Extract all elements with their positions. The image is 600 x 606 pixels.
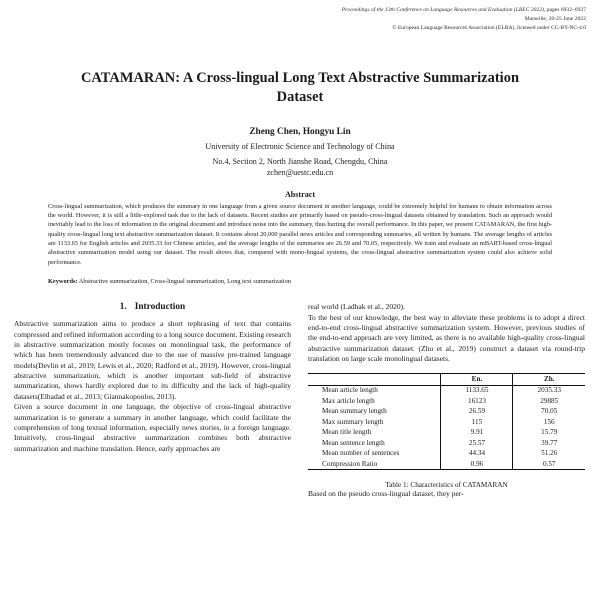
- section-title: Introduction: [134, 302, 186, 313]
- table-cell-label: Mean sentence length: [322, 438, 385, 447]
- table-cell-en: 1133.65: [441, 385, 513, 396]
- keywords-line: [48, 277, 552, 286]
- keywords-label: Keywords:: [48, 277, 78, 285]
- table-cell-zh: 70.05: [513, 407, 585, 417]
- table-cell-en: 16123: [441, 396, 513, 406]
- left-column: [14, 302, 291, 570]
- table-row: [308, 459, 585, 470]
- running-header-line-1: [14, 6, 586, 15]
- right-paragraph-3: Based on the pseudo cross-lingual dataset, they per-: [308, 489, 464, 499]
- table-cell-label: Mean summary length: [322, 407, 387, 416]
- paper-page: [0, 6, 600, 606]
- characteristics-table: [308, 373, 585, 470]
- author-list: Zheng Chen, Hongyu Lin: [249, 127, 351, 138]
- abstract-section: [48, 190, 552, 286]
- table-cell-label: Max summary length: [322, 417, 384, 426]
- table-row: [308, 417, 585, 427]
- abstract-heading: Abstract: [284, 189, 316, 199]
- table-row: [308, 396, 585, 406]
- table-col-header-zh: Zh.: [513, 374, 585, 385]
- left-paragraph-2: Given a source document in one language, the objective of cross-lingual abstractive summarization is to generate a summary in another language, which could facilitate the comprehension of long textual information, especially news stories, in a foreign language. Intuitively, cross-lingual abstractive summarization combines both abstractive summarization and machine translation. Hence, early approaches are: [14, 402, 291, 453]
- abstract-text: Cross-lingual summarization, which produces the summary in one language from a given source document in another language, could be extremely helpful for humans to obtain information across the world. However, it is still a little-explored task due to the lack of datasets. Recent studies are primarily based on pseudo-cross-lingual datasets obtained by translation. Such an approach would inevitably lead to the loss of information in the original document and introduce noise into the summary, thus hurting the overall performance. In this paper, we present CATAMARAN, the first high-quality cross-lingual long text abstractive summarization dataset. It contains about 20,000 parallel news articles and corresponding summaries, all written by humans. The average lengths of articles are 1133.65 for English articles and 2035.33 for Chinese articles, and the average lengths of the summaries are 26.59 and 70.05, respectively. We train and evaluate an mBART-based cross-lingual abstractive summarization model using our dataset. The result shows that, compared with mono-lingual systems, the cross-lingual abstractive summarization system could also achieve solid performance.: [48, 202, 552, 266]
- proceedings-pages: , pages 6932–6937: [543, 7, 586, 13]
- table-cell-zh: 156: [513, 417, 585, 427]
- table-header-row: [308, 374, 585, 385]
- table-col-header-en: En.: [441, 374, 513, 385]
- running-header: [14, 6, 586, 33]
- running-header-line-2: Marseille, 20-25 June 2022: [524, 16, 586, 23]
- title-block: [0, 69, 600, 179]
- left-paragraph-1: Abstractive summarization aims to produce a short rephrasing of text that contains compressed and refined information according to a long source document. Existing research in abstractive summarization mostly focuses on monolingual task, the performance of which has been tremendously advanced due to the use of massive pre-trained language models(Devlin et al., 2019; Lewis et al., 2020; Radford et al., 2019). However, cross-lingual abstractive summarization, which is another important sub-field of abstractive summarization, shows hardly explored due to its difficulty and the lack of high-quality datasets(Elhadad et al., 2013; Giannakopoulos, 2013).: [14, 319, 291, 401]
- section-number: 1.: [119, 302, 127, 313]
- table-row: [308, 438, 585, 448]
- table-body: [308, 385, 585, 470]
- proceedings-title: Proceedings of the 13th Conference on Language Resources and Evaluation (LREC 2022): [341, 7, 544, 13]
- contact-email: zchen@uestc.edu.cn: [266, 168, 334, 178]
- table-cell-en: 115: [441, 417, 513, 427]
- table-row: [308, 385, 585, 396]
- body-columns: [14, 302, 586, 570]
- table-cell-zh: 2035.33: [513, 385, 585, 396]
- table-caption: Table 1: Characteristics of CATAMARAN: [385, 481, 508, 490]
- table-cell-en: 9.91: [441, 428, 513, 438]
- table-cell-label: Mean title length: [322, 428, 372, 437]
- keywords-value: Abstractive summarization, Cross-lingual summarization, Long text summarization: [77, 277, 291, 285]
- table-cell-en: 25.57: [441, 438, 513, 448]
- table-cell-en: 44.34: [441, 449, 513, 459]
- table-row: [308, 428, 585, 438]
- right-paragraph-2: To the best of our knowledge, the best way to alleviate these problems is to adopt a direct end-to-end cross-lingual abstractive summarization system. However, previous studies of the end-to-end approach are very limited, as there is no available high-quality cross-lingual abstractive summarization dataset. (Zhu et al., 2019) construct a dataset via round-trip translation on large scale monolingual datasets.: [308, 312, 585, 364]
- right-paragraph-1: real world (Ladhak et al., 2020).: [308, 302, 406, 312]
- table-cell-label: Mean article length: [308, 385, 441, 396]
- table-cell-zh: 39.77: [513, 438, 585, 448]
- affiliation-line-2: No.4, Section 2, North Jianshe Road, Chengdu, China: [212, 156, 388, 166]
- table-cell-zh: 51.26: [513, 449, 585, 459]
- page-title: CATAMARAN: A Cross-lingual Long Text Abstractive Summarization Dataset: [80, 70, 520, 106]
- table-1-wrapper: [308, 373, 585, 489]
- affiliation-line-1: University of Electronic Science and Technology of China: [205, 141, 395, 151]
- table-col-header-0: [308, 374, 441, 385]
- section-heading-introduction: [14, 302, 291, 312]
- table-cell-en: 0.96: [441, 459, 513, 470]
- table-cell-zh: 0.57: [513, 459, 585, 470]
- table-cell-label: Mean number of sentences: [322, 449, 400, 458]
- running-header-line-3: © European Language Resources Association (ELRA), licensed under CC-BY-NC-4.0: [392, 25, 586, 32]
- table-cell-zh: 29885: [513, 396, 585, 406]
- table-row: [308, 407, 585, 417]
- table-cell-label: Compression Ratio: [308, 459, 441, 470]
- table-cell-zh: 15.79: [513, 428, 585, 438]
- right-column: [308, 302, 585, 570]
- table-row: [308, 449, 585, 459]
- table-cell-label: Max article length: [322, 396, 375, 405]
- table-header: [308, 374, 585, 385]
- table-cell-en: 26.59: [441, 407, 513, 417]
